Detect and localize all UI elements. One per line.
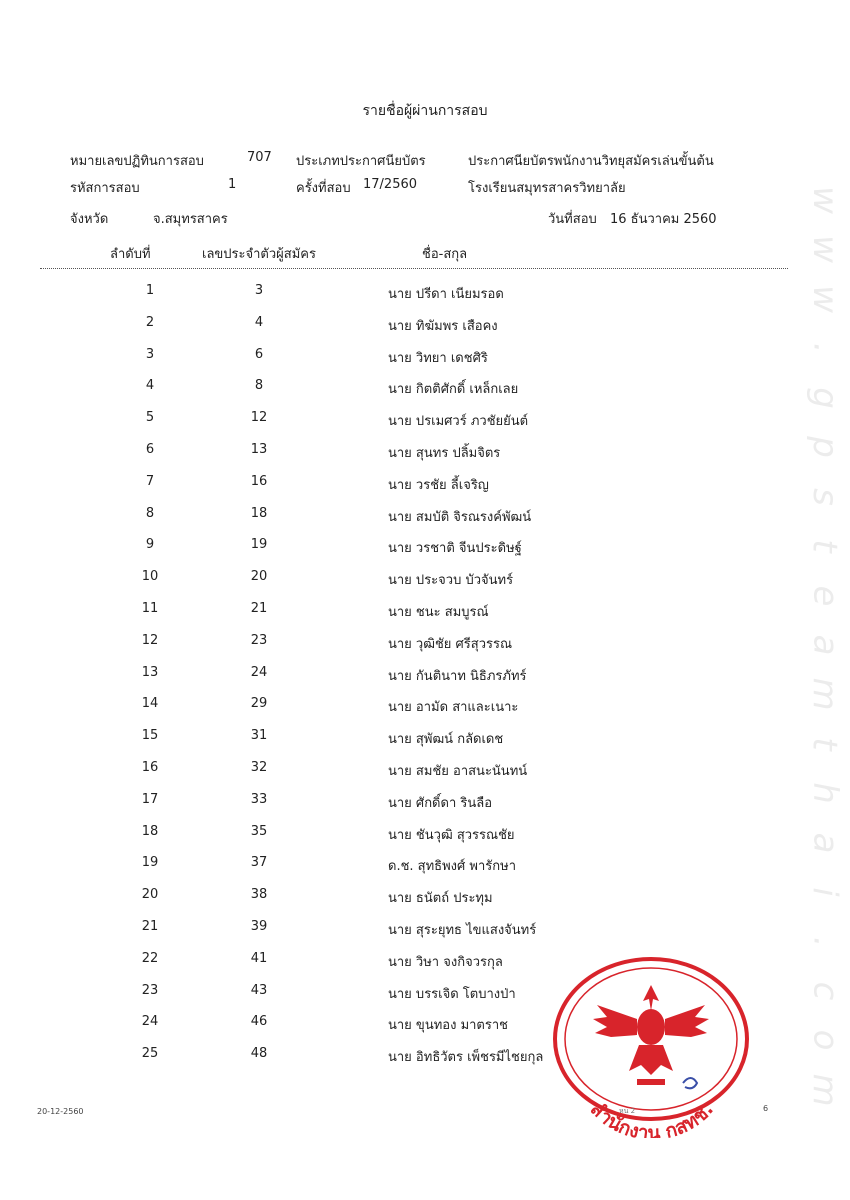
province-value: จ.สมุทรสาคร (153, 212, 228, 227)
candidate-id: 21 (250, 600, 268, 616)
candidate-name: นาย ชนะ สมบูรณ์ (388, 604, 489, 620)
row-number: 3 (145, 346, 155, 362)
candidate-id: 20 (250, 569, 268, 585)
table-row (0, 665, 850, 697)
column-header-name: ชื่อ-สกุล (422, 247, 468, 262)
table-row (0, 696, 850, 728)
candidate-name: นาย กันตินาท นิธิภรภัทร์ (388, 668, 527, 684)
row-number: 15 (141, 728, 159, 744)
row-number: 23 (141, 982, 159, 998)
official-stamp (549, 953, 755, 1138)
row-number: 1 (145, 283, 155, 298)
cert-type-label: ประเภทประกาศนียบัตร (296, 154, 426, 169)
candidate-id: 46 (250, 1014, 268, 1030)
row-number: 17 (141, 791, 159, 807)
candidate-id: 3 (254, 283, 264, 298)
candidate-name: นาย วรชัย ลี้เจริญ (388, 477, 489, 493)
candidate-name: นาย วิษา จงกิจวรกุล (388, 954, 503, 970)
candidate-id: 4 (254, 314, 264, 330)
row-number: 16 (141, 759, 159, 775)
row-number: 12 (141, 632, 159, 648)
candidate-id: 37 (250, 855, 268, 871)
table-row (0, 919, 850, 951)
candidate-id: 33 (250, 791, 268, 807)
cert-type-value: ประกาศนียบัตรพนักงานวิทยุสมัครเล่นขั้นต้น (468, 154, 714, 169)
candidate-name: นาย วรชาติ จีนประดิษฐ์ (388, 541, 522, 557)
candidate-id: 8 (254, 378, 264, 394)
candidate-name: นาย สุระยุทธ ไขแสงจันทร์ (388, 922, 537, 938)
candidate-name: นาย ทิฆัมพร เสือคง (388, 318, 498, 334)
candidate-name: ด.ช. สุทธิพงศ์ พารักษา (388, 859, 516, 875)
candidate-name: นาย ปรีดา เนียมรอด (388, 287, 504, 302)
table-row (0, 410, 850, 442)
column-header-no: ลำดับที่ (110, 247, 151, 262)
row-number: 5 (145, 410, 155, 426)
row-number: 7 (145, 473, 155, 489)
exam-code-label: รหัสการสอบ (70, 181, 140, 196)
row-number: 13 (141, 664, 159, 680)
candidate-id: 48 (250, 1046, 268, 1062)
row-number: 20 (141, 887, 159, 903)
candidate-id: 39 (250, 918, 268, 934)
row-number: 22 (141, 950, 159, 966)
candidate-name: นาย ชันวุฒิ สุวรรณชัย (388, 827, 515, 843)
candidate-id: 29 (250, 696, 268, 712)
page-number: 6 (763, 1104, 769, 1113)
row-number: 24 (141, 1014, 159, 1030)
candidate-name: นาย วุฒิชัย ศรีสุวรรณ (388, 636, 513, 652)
row-number: 2 (145, 314, 155, 330)
candidate-name: นาย สมชัย อาสนะนันทน์ (388, 763, 528, 779)
exam-calendar-label: หมายเลขปฏิทินการสอบ (70, 154, 204, 169)
exam-date-label: วันที่สอบ (548, 212, 597, 227)
table-row (0, 887, 850, 919)
row-number: 6 (145, 441, 155, 457)
round-label: ครั้งที่สอบ (296, 181, 351, 196)
table-row (0, 474, 850, 506)
table-row (0, 760, 850, 792)
watermark: w w w . g p s t e a m t h a i . c o m (804, 186, 845, 1107)
exam-code-value: 1 (228, 177, 237, 192)
page-title: รายชื่อผู้ผ่านการสอบ (362, 103, 488, 119)
row-number: 9 (145, 537, 155, 553)
candidate-id: 12 (250, 410, 268, 426)
row-number: 18 (141, 823, 159, 839)
candidate-id: 35 (250, 823, 268, 839)
candidate-id: 16 (250, 473, 268, 489)
candidate-name: นาย สุนทร ปลิ้มจิตร (388, 445, 501, 461)
candidate-id: 43 (250, 982, 268, 998)
candidate-id: 19 (250, 537, 268, 553)
row-number: 10 (141, 569, 159, 585)
table-row (0, 601, 850, 633)
candidate-name: นาย ประจวบ บัวจันทร์ (388, 573, 514, 589)
garuda-seal-icon (549, 953, 755, 1138)
exam-calendar-value: 707 (247, 150, 272, 165)
table-row (0, 792, 850, 824)
print-date: 20-12-2560 (37, 1107, 84, 1116)
row-number: 8 (145, 505, 155, 521)
candidate-name: นาย วิทยา เดชศิริ (388, 350, 488, 366)
candidate-name: นาย อิทธิวัตร เพ็ชรมีไชยกุล (388, 1050, 544, 1066)
column-header-id: เลขประจำตัวผู้สมัคร (202, 247, 316, 262)
table-row (0, 283, 850, 315)
candidate-name: นาย สมบัติ จิรณรงค์พัฒน์ (388, 509, 532, 525)
table-row (0, 537, 850, 569)
candidate-name: นาย ธนัตถ์ ประทุม (388, 891, 493, 907)
candidate-name: นาย ปรเมศวร์ ภวชัยยันต์ (388, 414, 529, 430)
row-number: 14 (141, 696, 159, 712)
candidate-name: นาย บรรเจิด โตบางป่า (388, 986, 516, 1002)
province-label: จังหวัด (70, 212, 109, 227)
table-row (0, 728, 850, 760)
header-divider (40, 268, 788, 269)
footer-smudge-text: หน 2 (619, 1107, 636, 1115)
candidate-name: นาย สุพัฒน์ กลัดเดช (388, 732, 504, 748)
stamp-text: สำนักงาน กสทช. (585, 1097, 718, 1138)
row-number: 21 (141, 918, 159, 934)
row-number: 11 (141, 600, 159, 616)
row-number: 25 (141, 1046, 159, 1062)
candidate-id: 6 (254, 346, 264, 362)
table-row (0, 315, 850, 347)
candidate-id: 23 (250, 632, 268, 648)
candidate-name: นาย อามัด สาและเนาะ (388, 700, 519, 716)
round-value: 17/2560 (363, 177, 418, 192)
candidate-id: 32 (250, 759, 268, 775)
table-row (0, 569, 850, 601)
candidate-id: 41 (250, 950, 268, 966)
candidate-id: 18 (250, 505, 268, 521)
table-row (0, 506, 850, 538)
venue: โรงเรียนสมุทรสาครวิทยาลัย (468, 181, 626, 196)
row-number: 4 (145, 378, 155, 394)
candidate-name: นาย ศักดิ์ดา รินลือ (388, 795, 493, 811)
table-row (0, 442, 850, 474)
table-row (0, 824, 850, 856)
candidate-name: นาย กิตติศักดิ์ เหล็กเลย (388, 382, 519, 398)
candidate-id: 31 (250, 728, 268, 744)
row-number: 19 (141, 855, 159, 871)
table-row (0, 347, 850, 379)
table-row (0, 378, 850, 410)
candidate-name: นาย ขุนทอง มาตราช (388, 1018, 508, 1034)
candidate-id: 13 (250, 441, 268, 457)
table-row (0, 855, 850, 887)
table-row (0, 633, 850, 665)
candidate-id: 24 (250, 664, 268, 680)
exam-date-value: 16 ธันวาคม 2560 (610, 212, 717, 227)
candidate-id: 38 (250, 887, 268, 903)
